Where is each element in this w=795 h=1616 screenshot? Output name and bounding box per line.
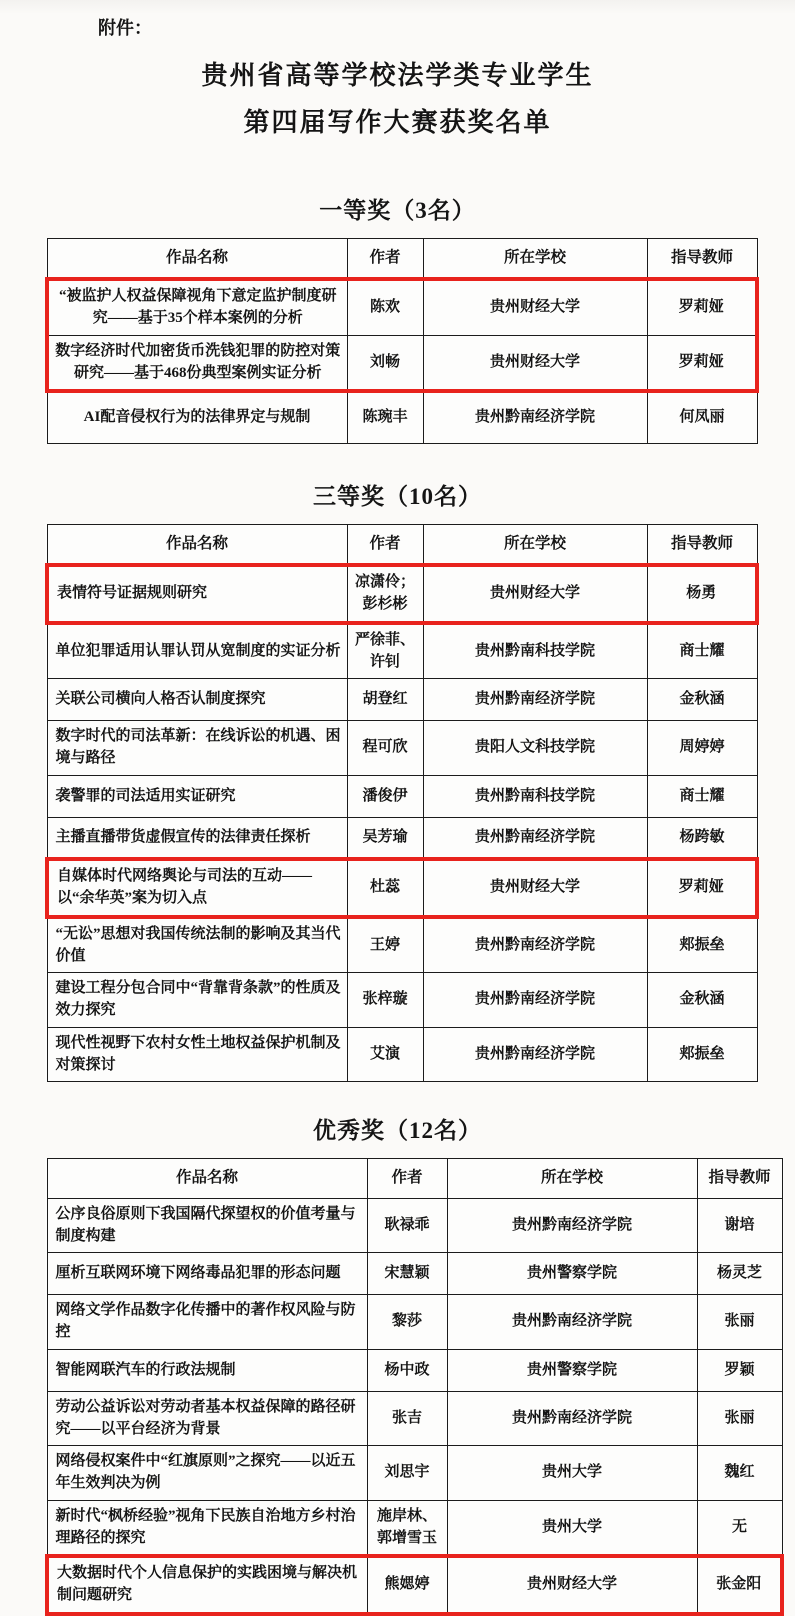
table-cell: 袭警罪的司法适用实证研究 — [47, 775, 347, 817]
table-cell: 杨勇 — [647, 565, 757, 623]
table-row — [47, 391, 757, 443]
table-cell: 贵州黔南经济学院 — [447, 1295, 697, 1350]
column-header: 作品名称 — [47, 1159, 367, 1198]
column-header: 所在学校 — [447, 1159, 697, 1198]
table-cell: 杨中政 — [367, 1349, 447, 1391]
document-title-line-1: 贵州省高等学校法学类专业学生 — [201, 61, 594, 90]
table-cell: 贵州黔南经济学院 — [423, 973, 647, 1028]
table-cell: 厘析互联网环境下网络毒品犯罪的形态问题 — [47, 1253, 367, 1295]
table-row — [47, 1349, 782, 1391]
table-cell: 贵州黔南科技学院 — [423, 623, 647, 679]
table-cell: “无讼”思想对我国传统法制的影响及其当代价值 — [47, 917, 347, 973]
document-title-line-2: 第四届写作大赛获奖名单 — [243, 108, 552, 137]
table-row — [47, 565, 757, 623]
table-row — [47, 623, 757, 679]
table-row — [47, 335, 757, 391]
attachment-label: 附件： — [98, 18, 152, 38]
table-cell: 王婷 — [347, 917, 423, 973]
table-cell: 郏振垒 — [647, 1027, 757, 1082]
table-row — [47, 279, 757, 335]
table-cell: 主播直播带货虚假宣传的法律责任探析 — [47, 817, 347, 859]
table-cell: 张丽 — [697, 1391, 782, 1446]
table-body — [47, 279, 757, 443]
column-header: 所在学校 — [423, 524, 647, 565]
table-cell: 周婷婷 — [647, 721, 757, 776]
table-cell: 张梓璇 — [347, 973, 423, 1028]
table-cell: 罗颖 — [697, 1349, 782, 1391]
table-row — [47, 1027, 757, 1082]
table-cell: 罗莉娅 — [647, 279, 757, 335]
table-cell: 刘畅 — [347, 335, 423, 391]
table-cell: 无 — [697, 1500, 782, 1556]
table-cell: 魏红 — [697, 1446, 782, 1501]
column-header: 指导教师 — [647, 524, 757, 565]
table-cell: 罗莉娅 — [647, 859, 757, 917]
table-header — [47, 524, 757, 565]
table-cell: 刘思宇 — [367, 1446, 447, 1501]
document-title — [0, 52, 795, 146]
table-row — [47, 1556, 782, 1614]
table-cell: 商士耀 — [647, 775, 757, 817]
column-header: 作者 — [347, 524, 423, 565]
third-prize-table — [45, 524, 759, 1082]
table-cell: 公序良俗原则下我国隔代探望权的价值考量与制度构建 — [47, 1198, 367, 1253]
table-cell: 贵州警察学院 — [447, 1349, 697, 1391]
table-cell: 吴芳瑜 — [347, 817, 423, 859]
table-cell: 贵州黔南经济学院 — [423, 917, 647, 973]
table-cell: 张金阳 — [697, 1556, 782, 1614]
table-row — [47, 973, 757, 1028]
table-row — [47, 679, 757, 721]
table-cell: 现代性视野下农村女性土地权益保护机制及对策探讨 — [47, 1027, 347, 1082]
table-cell: 贵州警察学院 — [447, 1253, 697, 1295]
table-cell: 大数据时代个人信息保护的实践困境与解决机制问题研究 — [47, 1556, 367, 1614]
table-cell: 施岸林、郭增雪玉 — [367, 1500, 447, 1556]
table-row — [47, 1253, 782, 1295]
first-prize-table — [45, 238, 759, 444]
table-cell: 贵州黔南经济学院 — [423, 817, 647, 859]
table-cell: 程可欣 — [347, 721, 423, 776]
table-cell: 陈琬丰 — [347, 391, 423, 443]
header-row — [47, 524, 757, 565]
table-cell: 宋慧颖 — [367, 1253, 447, 1295]
table-cell: 贵阳人文科技学院 — [423, 721, 647, 776]
table-cell: 潘俊伊 — [347, 775, 423, 817]
header-row — [47, 1159, 782, 1198]
table-cell: 陈欢 — [347, 279, 423, 335]
table-cell: 数字时代的司法革新：在线诉讼的机遇、困境与路径 — [47, 721, 347, 776]
table-cell: 胡登红 — [347, 679, 423, 721]
table-cell: 张吉 — [367, 1391, 447, 1446]
column-header: 作品名称 — [47, 524, 347, 565]
column-header: 作者 — [347, 239, 423, 280]
table-cell: 罗莉娅 — [647, 335, 757, 391]
table-cell: 耿禄乖 — [367, 1198, 447, 1253]
table-cell: 谢培 — [697, 1198, 782, 1253]
table-row — [47, 1391, 782, 1446]
table-row — [47, 1500, 782, 1556]
table-cell: 贵州财经大学 — [423, 279, 647, 335]
table-cell: 贵州财经大学 — [423, 565, 647, 623]
table-row — [47, 817, 757, 859]
table-cell: 杨灵芝 — [697, 1253, 782, 1295]
table-cell: 贵州黔南经济学院 — [447, 1198, 697, 1253]
table-cell: 熊媤婷 — [367, 1556, 447, 1614]
table-cell: 何凤丽 — [647, 391, 757, 443]
table-cell: 金秋涵 — [647, 679, 757, 721]
table-body — [47, 565, 757, 1082]
table-cell: 张丽 — [697, 1295, 782, 1350]
table-cell: 新时代“枫桥经验”视角下民族自治地方乡村治理路径的探究 — [47, 1500, 367, 1556]
table-cell: 郏振垒 — [647, 917, 757, 973]
column-header: 所在学校 — [423, 239, 647, 280]
table-cell: 艾演 — [347, 1027, 423, 1082]
table-cell: 单位犯罪适用认罪认罚从宽制度的实证分析 — [47, 623, 347, 679]
table-row — [47, 1446, 782, 1501]
table-cell: 自媒体时代网络舆论与司法的互动——以“余华英”案为切入点 — [47, 859, 347, 917]
table-body — [47, 1198, 782, 1614]
section-heading-third-prize: 三等奖（10名） — [313, 483, 482, 509]
table-row — [47, 917, 757, 973]
column-header: 作品名称 — [47, 239, 347, 280]
table-cell: 凉潇伶；彭杉彬 — [347, 565, 423, 623]
table-cell: “被监护人权益保障视角下意定监护制度研究——基于35个样本案例的分析 — [47, 279, 347, 335]
table-header — [47, 1159, 782, 1198]
excellence-award-table — [45, 1158, 784, 1615]
table-cell: 金秋涵 — [647, 973, 757, 1028]
table-row — [47, 721, 757, 776]
table-cell: 贵州黔南经济学院 — [447, 1391, 697, 1446]
table-cell: 贵州黔南经济学院 — [423, 679, 647, 721]
table-row — [47, 859, 757, 917]
table-cell: AI配音侵权行为的法律界定与规制 — [47, 391, 347, 443]
table-row — [47, 775, 757, 817]
column-header: 指导教师 — [647, 239, 757, 280]
section-heading-excellence-award: 优秀奖（12名） — [313, 1118, 482, 1144]
table-cell: 杨跨敏 — [647, 817, 757, 859]
table-cell: 网络侵权案件中“红旗原则”之探究——以近五年生效判决为例 — [47, 1446, 367, 1501]
table-cell: 贵州大学 — [447, 1500, 697, 1556]
section-heading-first-prize: 一等奖（3名） — [319, 198, 476, 223]
table-cell: 贵州大学 — [447, 1446, 697, 1501]
table-cell: 杜蕊 — [347, 859, 423, 917]
table-cell: 智能网联汽车的行政法规制 — [47, 1349, 367, 1391]
table-cell: 贵州财经大学 — [423, 335, 647, 391]
table-cell: 贵州黔南经济学院 — [423, 391, 647, 443]
table-row — [47, 1295, 782, 1350]
table-cell: 贵州黔南经济学院 — [423, 1027, 647, 1082]
table-header — [47, 239, 757, 280]
table-cell: 黎莎 — [367, 1295, 447, 1350]
table-cell: 贵州财经大学 — [447, 1556, 697, 1614]
table-row — [47, 1198, 782, 1253]
table-cell: 贵州黔南科技学院 — [423, 775, 647, 817]
table-cell: 劳动公益诉讼对劳动者基本权益保障的路径研究——以平台经济为背景 — [47, 1391, 367, 1446]
table-cell: 严徐菲、许钊 — [347, 623, 423, 679]
table-cell: 网络文学作品数字化传播中的著作权风险与防控 — [47, 1295, 367, 1350]
table-cell: 建设工程分包合同中“背靠背条款”的性质及效力探究 — [47, 973, 347, 1028]
header-row — [47, 239, 757, 280]
column-header: 指导教师 — [697, 1159, 782, 1198]
table-cell: 数字经济时代加密货币洗钱犯罪的防控对策研究——基于468份典型案例实证分析 — [47, 335, 347, 391]
table-cell: 商士耀 — [647, 623, 757, 679]
table-cell: 表情符号证据规则研究 — [47, 565, 347, 623]
column-header: 作者 — [367, 1159, 447, 1198]
table-cell: 贵州财经大学 — [423, 859, 647, 917]
table-cell: 关联公司横向人格否认制度探究 — [47, 679, 347, 721]
